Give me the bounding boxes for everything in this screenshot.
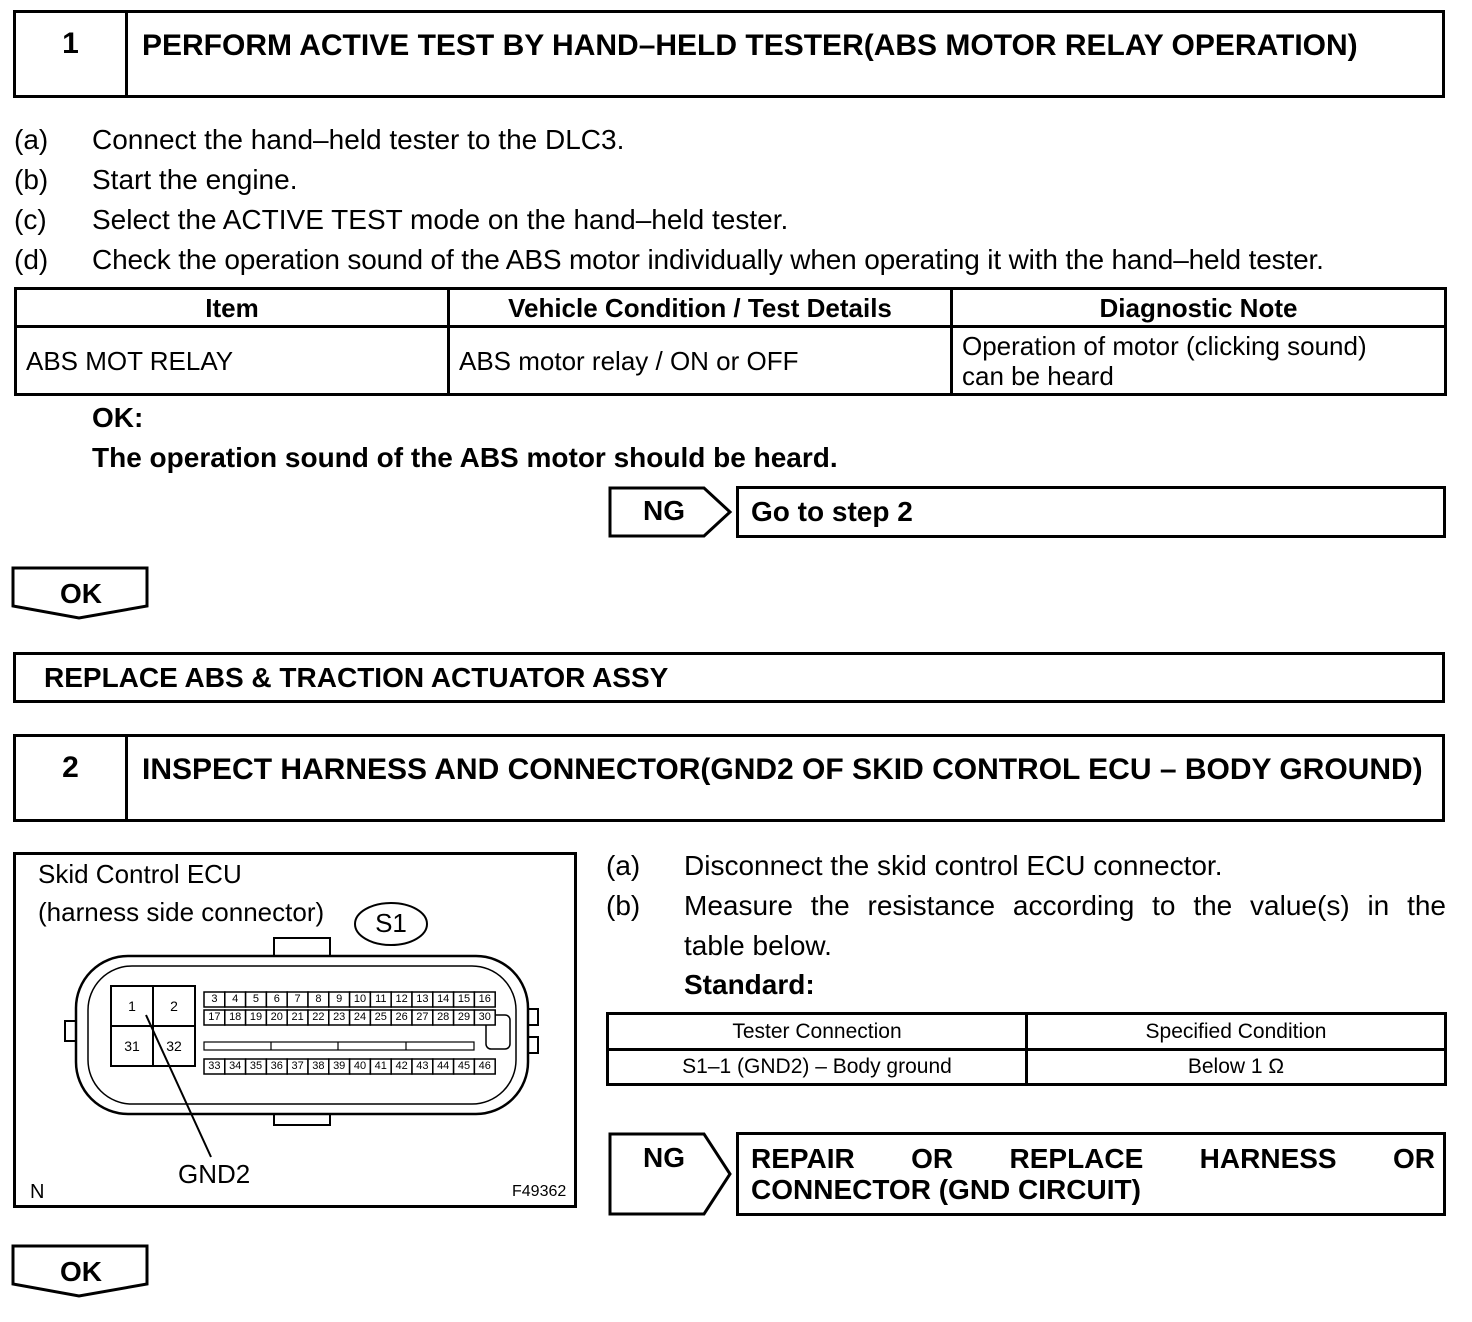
pin-label: 14 xyxy=(437,993,450,1005)
item-text-line2: table below. xyxy=(684,930,832,961)
pin-label: 19 xyxy=(249,1011,263,1023)
pin-label: 13 xyxy=(416,993,429,1005)
pin-label: 41 xyxy=(374,1060,387,1072)
pin-label: 36 xyxy=(270,1060,283,1072)
pin-label: 45 xyxy=(457,1060,471,1072)
connector-id-label: S1 xyxy=(375,908,407,938)
resistance-table xyxy=(606,1012,1447,1086)
pin-label: 7 xyxy=(294,993,301,1005)
pin-label: 4 xyxy=(232,993,239,1005)
table-header: Specified Condition xyxy=(1027,1014,1446,1050)
pin-label: 46 xyxy=(478,1060,491,1072)
pin-label: 37 xyxy=(291,1060,304,1072)
pin-label: 33 xyxy=(208,1060,221,1072)
item-letter: (b) xyxy=(606,890,641,921)
pin-label: 43 xyxy=(416,1060,429,1072)
table-header: Vehicle Condition / Test Details xyxy=(449,289,952,327)
ok-arrow-label-2: OK xyxy=(60,1256,102,1287)
ng-label-2: NG xyxy=(643,1142,685,1173)
ok-label: OK: xyxy=(92,402,144,433)
diagram-title-line1: Skid Control ECU xyxy=(38,859,242,889)
table-row xyxy=(608,1050,1446,1085)
pin-label: 29 xyxy=(457,1011,471,1023)
pin-label: 24 xyxy=(353,1011,367,1023)
table-header: Item xyxy=(16,289,449,327)
pin-label: 30 xyxy=(478,1011,491,1023)
step-2-number: 2 xyxy=(16,737,128,819)
ng-label-1: NG xyxy=(643,495,685,526)
active-test-table xyxy=(14,287,1447,396)
pin-1: 1 xyxy=(128,998,136,1014)
pin-label: 28 xyxy=(437,1011,450,1023)
pin-label: 8 xyxy=(315,993,322,1005)
pin-label: 3 xyxy=(211,993,218,1005)
pin-label: 15 xyxy=(457,993,471,1005)
ng-action-box-1 xyxy=(736,486,1446,538)
ng-action-line2: CONNECTOR (GND CIRCUIT) xyxy=(751,1174,1141,1205)
ok-criteria-text: The operation sound of the ABS motor should be heard. xyxy=(92,442,838,473)
item-text: Select the ACTIVE TEST mode on the hand–held tester. xyxy=(92,204,789,235)
step-2-title: INSPECT HARNESS AND CONNECTOR(GND2 OF SKID CONTROL ECU – BODY GROUND) xyxy=(142,753,1423,786)
pin-label: 44 xyxy=(437,1060,450,1072)
table-cell: S1–1 (GND2) – Body ground xyxy=(608,1050,1027,1085)
diagram-corner-label: N xyxy=(30,1181,45,1203)
step-1-header xyxy=(13,10,1445,98)
ng-action-line1: REPAIR OR REPLACE HARNESS OR xyxy=(751,1143,1435,1174)
pin-label: 23 xyxy=(333,1011,346,1023)
replace-text: REPLACE ABS & TRACTION ACTUATOR ASSY xyxy=(44,662,669,693)
pin-label: 38 xyxy=(312,1060,325,1072)
connector-drawing xyxy=(16,855,574,1205)
table-header: Diagnostic Note xyxy=(952,289,1446,327)
step-1-number: 1 xyxy=(16,13,128,95)
table-cell: ABS MOT RELAY xyxy=(16,327,449,395)
pin-label: 18 xyxy=(229,1011,242,1023)
item-letter: (c) xyxy=(14,204,47,235)
step-2-header xyxy=(13,734,1445,822)
pin-label: 6 xyxy=(273,993,280,1005)
pin-label: 42 xyxy=(395,1060,408,1072)
pin-label: 10 xyxy=(353,993,367,1005)
pin-32: 32 xyxy=(166,1038,182,1054)
pin-label: 25 xyxy=(374,1011,387,1023)
pin-label: 34 xyxy=(229,1060,242,1072)
item-text: Check the operation sound of the ABS motor individually when operating it with the hand–held tester. xyxy=(92,244,1324,275)
pin-label: 35 xyxy=(249,1060,263,1072)
table-header: Tester Connection xyxy=(608,1014,1027,1050)
standard-label: Standard: xyxy=(684,969,815,1000)
pin-label: 9 xyxy=(336,993,343,1005)
pin-2: 2 xyxy=(170,998,178,1014)
item-letter: (d) xyxy=(14,244,49,275)
item-text: Connect the hand–held tester to the DLC3. xyxy=(92,124,625,155)
pin-label: 11 xyxy=(375,993,387,1005)
item-text: Disconnect the skid control ECU connector. xyxy=(684,850,1223,881)
step-1-title: PERFORM ACTIVE TEST BY HAND–HELD TESTER(ABS MOTOR RELAY OPERATION) xyxy=(142,29,1358,62)
pin-label: 22 xyxy=(312,1011,325,1023)
pin-label: 12 xyxy=(395,993,408,1005)
pin-label: 21 xyxy=(291,1011,304,1023)
ecu-connector-diagram xyxy=(13,852,577,1208)
item-text-line1: Measure the resistance according to the value(s) in the xyxy=(684,890,1446,921)
pin-label: 40 xyxy=(353,1060,367,1072)
pin-label: 27 xyxy=(416,1011,429,1023)
pin-label: 26 xyxy=(395,1011,408,1023)
item-letter: (a) xyxy=(606,850,641,881)
ok-arrow-label-1: OK xyxy=(60,578,102,609)
table-cell: Operation of motor (clicking sound) can be heard xyxy=(952,327,1446,395)
table-cell: ABS motor relay / ON or OFF xyxy=(449,327,952,395)
table-cell: Below 1 Ω xyxy=(1027,1050,1446,1085)
table-row xyxy=(16,327,1446,395)
pin-label: 16 xyxy=(478,993,491,1005)
diagram-title-line2: (harness side connector) xyxy=(38,897,325,927)
replace-actuator-box xyxy=(13,652,1445,703)
pin-label: 17 xyxy=(208,1011,221,1023)
pin-label: 20 xyxy=(270,1011,283,1023)
ng-action-text: Go to step 2 xyxy=(751,496,913,527)
pin-31: 31 xyxy=(124,1038,140,1054)
item-letter: (b) xyxy=(14,164,49,195)
item-text: Start the engine. xyxy=(92,164,298,195)
figure-id: F49362 xyxy=(512,1183,567,1200)
ng-action-box-2 xyxy=(736,1132,1446,1216)
pin-label: 39 xyxy=(333,1060,346,1072)
item-letter: (a) xyxy=(14,124,49,155)
gnd2-pin-label: GND2 xyxy=(178,1159,251,1189)
pin-label: 5 xyxy=(252,993,260,1005)
